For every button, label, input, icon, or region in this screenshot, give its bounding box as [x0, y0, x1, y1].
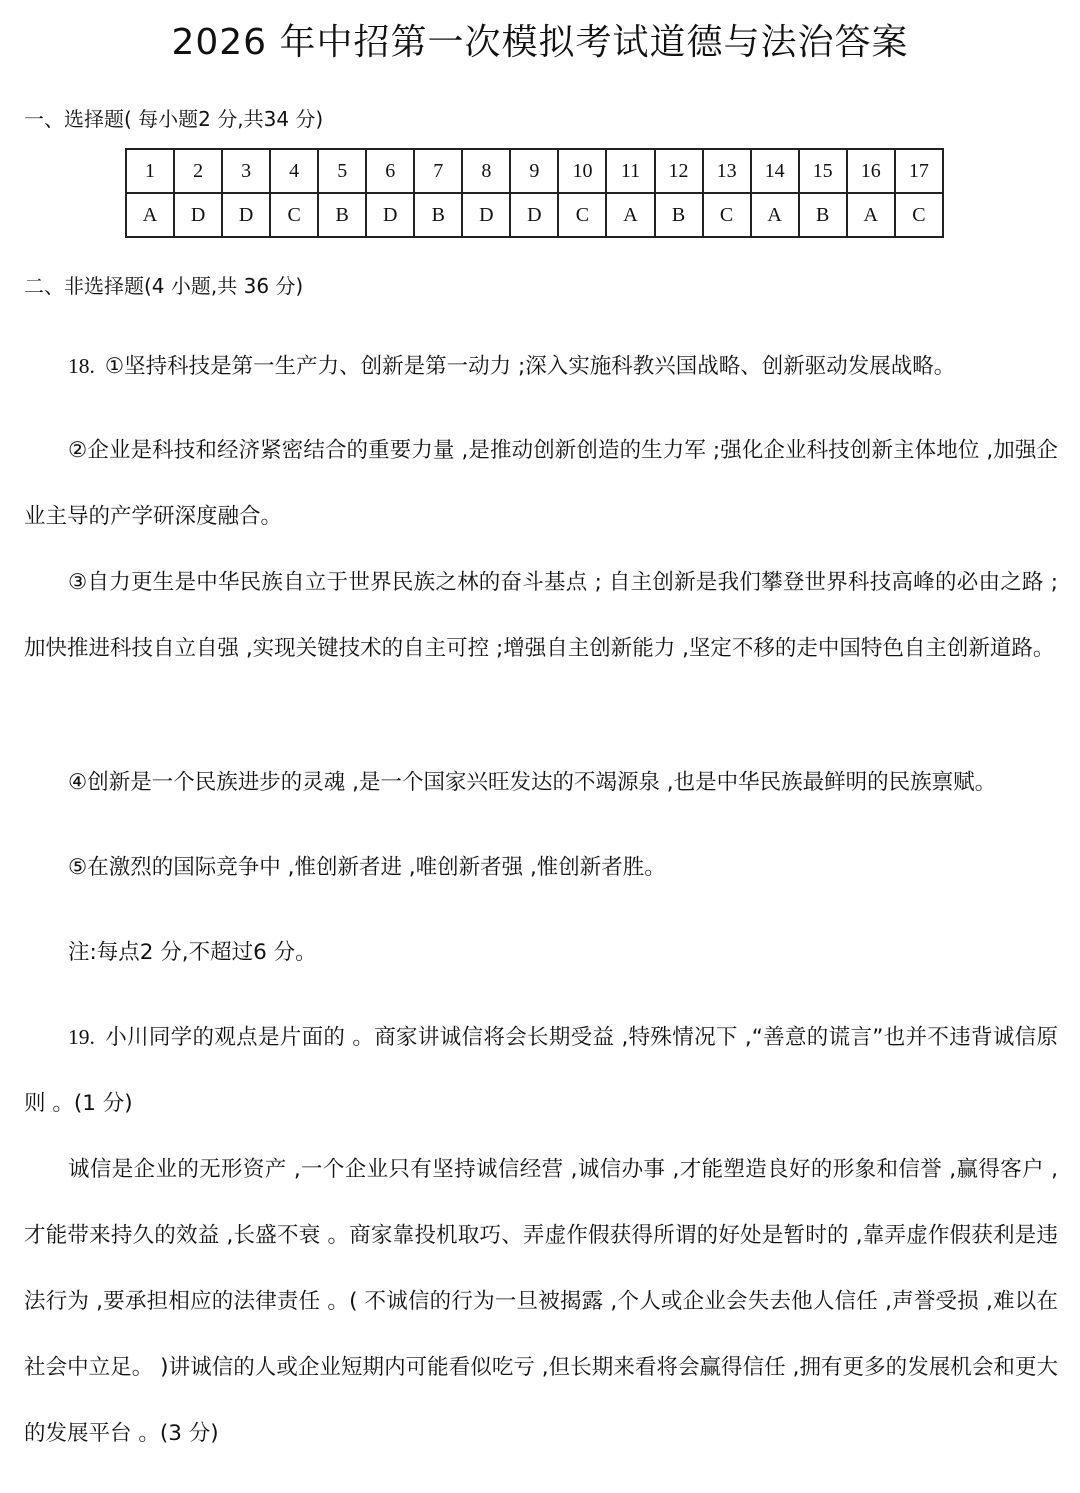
answer-cell: B	[799, 193, 847, 237]
question-number-cell: 10	[558, 149, 606, 193]
answer-cell: D	[462, 193, 510, 237]
q18-note: 注:每点2 分,不超过6 分。	[68, 940, 317, 965]
answer-table-answer-row	[126, 193, 943, 237]
section-2-heading: 二、非选择题(4 小题,共 36 分)	[24, 274, 304, 298]
question-number-cell: 7	[414, 149, 462, 193]
question-number-cell: 13	[703, 149, 751, 193]
question-number-cell: 15	[799, 149, 847, 193]
q18-point-1	[24, 333, 1058, 400]
question-number-cell: 16	[847, 149, 895, 193]
question-number-cell: 14	[751, 149, 799, 193]
question-number-cell: 8	[462, 149, 510, 193]
answer-cell: D	[174, 193, 222, 237]
answer-table	[125, 148, 944, 238]
answer-cell: C	[895, 193, 943, 237]
q18-point-4: ④创新是一个民族进步的灵魂 ,是一个国家兴旺发达的不竭源泉 ,也是中华民族最鲜明的民族禀赋。	[68, 770, 997, 795]
answer-cell: A	[847, 193, 895, 237]
answer-cell: A	[126, 193, 174, 237]
question-number-cell: 2	[174, 149, 222, 193]
answer-cell: D	[222, 193, 270, 237]
answer-cell: B	[655, 193, 703, 237]
question-number-cell: 9	[510, 149, 558, 193]
answer-cell: A	[606, 193, 654, 237]
section-1-heading: 一、选择题( 每小题2 分,共34 分)	[24, 107, 324, 131]
q19-paragraph-2: 诚信是企业的无形资产 ,一个企业只有坚持诚信经营 ,诚信办事 ,才能塑造良好的形象和信誉 ,赢得客户 ,才能带来持久的效益 ,长盛不衰 。商家靠投机取巧、弄虚作假获得所谓的好处是暂时的 ,靠弄虚作假获利是违法行为 ,要承担相应的法律责任 。( 不诚信的行为一旦被揭露 ,个人或企业会失去他人信任 ,声誉受损 ,难以在社会中立足。 )讲诚信的人或企业短期内可能看似吃亏 ,但长期来看将会赢得信任 ,拥有更多的发展机会和更大的发展平台 。(3 分)	[24, 1157, 1058, 1446]
answer-cell: B	[414, 193, 462, 237]
question-number-cell: 3	[222, 149, 270, 193]
q19-number: 19.	[68, 1025, 95, 1049]
answer-cell: A	[751, 193, 799, 237]
q18-point-3: ③自力更生是中华民族自立于世界民族之林的奋斗基点 ; 自主创新是我们攀登世界科技高峰的必由之路 ;加快推进科技自立自强 ,实现关键技术的自主可控 ;增强自主创新能力 ,坚定不移的走中国特色自主创新道路。	[24, 570, 1058, 661]
answer-cell: C	[703, 193, 751, 237]
q19-paragraph-1-text: 小川同学的观点是片面的 。商家讲诚信将会长期受益 ,特殊情况下 ,“善意的谎言”也并不违背诚信原则 。(1 分)	[24, 1025, 1058, 1116]
page-title: 2026 年中招第一次模拟考试道德与法治答案	[171, 22, 909, 63]
q18-point-5: ⑤在激烈的国际竞争中 ,惟创新者进 ,唯创新者强 ,惟创新者胜。	[68, 855, 666, 880]
q18-point-1-text: ①坚持科技是第一生产力、创新是第一动力 ;深入实施科教兴国战略、创新驱动发展战略。	[104, 354, 956, 379]
answer-cell: B	[318, 193, 366, 237]
question-number-cell: 12	[655, 149, 703, 193]
q18-point-2: ②企业是科技和经济紧密结合的重要力量 ,是推动创新创造的生力军 ;强化企业科技创新主体地位 ,加强企业主导的产学研深度融合。	[24, 438, 1058, 529]
answer-cell: C	[270, 193, 318, 237]
question-number-cell: 11	[606, 149, 654, 193]
answer-cell: C	[558, 193, 606, 237]
q18-number: 18.	[68, 354, 95, 378]
question-number-cell: 17	[895, 149, 943, 193]
answer-cell: D	[510, 193, 558, 237]
question-number-cell: 5	[318, 149, 366, 193]
question-number-cell: 4	[270, 149, 318, 193]
answer-cell: D	[366, 193, 414, 237]
question-number-cell: 1	[126, 149, 174, 193]
q19-paragraph-1	[24, 1004, 1058, 1137]
question-number-cell: 6	[366, 149, 414, 193]
answer-table-number-row	[126, 149, 943, 193]
